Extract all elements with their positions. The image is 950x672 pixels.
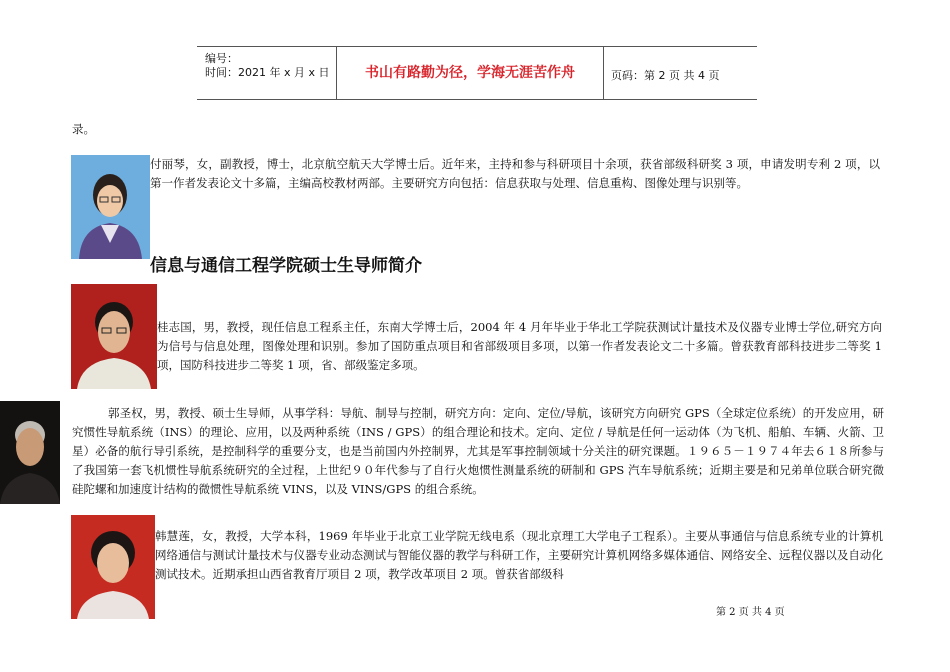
text-fragment: 录。 xyxy=(72,122,95,136)
doc-number-label: 编号： xyxy=(205,52,238,65)
page-footer: 第 2 页 共 4 页 xyxy=(716,607,785,618)
doc-date-label: 时间：2021 年 x 月 x 日 xyxy=(205,66,330,79)
header-meta-cell xyxy=(197,47,337,99)
portrait-guo-photo xyxy=(0,401,60,504)
portrait-gui-photo xyxy=(71,284,157,389)
header-motto: 书山有路勤为径，学海无涯苦作舟 xyxy=(337,47,604,99)
bio-gui-text: 桂志国，男，教授，现任信息工程系主任，东南大学博士后，2004 年 4 月年毕业于华北工学院获测试计量技术及仪器专业博士学位,研究方向为信号与信息处理，图像处理和识别。参加了国防重点项目和省部级项目多项，以第一作者发表论文二十多篇。曾获教育部科技进步二等奖 1 项，国防科技进步二等奖 1 项，省、部级鉴定多项。 xyxy=(157,320,882,372)
section-heading: 信息与通信工程学院硕士生导师简介 xyxy=(150,256,422,276)
header-page-info: 页码：第 2 页 共 4 页 xyxy=(611,69,720,82)
bio-guo-text: 郭圣权，男，教授、硕士生导师，从事学科：导航、制导与控制，研究方向：定向、定位/导航，该研究方向研究 GPS（全球定位系统）的开发应用，研究惯性导航系统（INS）的理论、应用，以及两种系统（INS / GPS）的组合理论和技术。定向、定位 / 导航是任何一运动体（为飞机、船舶、车辆、火箭、卫星）必备的航行导引系统，是控制科学的重要分支，也是当前国内外控制界，尤其是军事控制领域十分关注的研究课题。１９６５－１９７４年去６１８所参与了我国第一套飞机惯性导航系统研究的全过程，上世纪９０年代参与了自行火炮惯性测量系统的研制和 GPS 汽车导航系统；近期主要是和兄弟单位联合研究微硅陀螺和加速度计结构的微惯性导航系统 VINS，以及 VINS/GPS 的组合系统。 xyxy=(72,406,884,496)
portrait-han-photo xyxy=(71,515,155,619)
portrait-fu-photo xyxy=(71,155,150,259)
bio-fu-text: 付丽琴，女，副教授，博士，北京航空航天大学博士后。近年来，主持和参与科研项目十余项，获省部级科研奖 3 项，申请发明专利 2 项，以第一作者发表论文十多篇，主编高校教材两部。主要研究方向包括：信息获取与处理、信息重构、图像处理与识别等。 xyxy=(150,157,880,190)
page-header xyxy=(197,46,757,100)
bio-han-text: 韩慧莲，女，教授，大学本科，1969 年毕业于北京工业学院无线电系（现北京理工大学电子工程系）。主要从事通信与信息系统专业的计算机网络通信与测试计量技术与仪器专业动态测试与智能仪器的教学与科研工作，主要研究计算机网络多媒体通信、网络安全、远程仪器以及自动化测试技术。近期承担山西省教育厅项目 2 项，教学改革项目 2 项。曾获省部级科 xyxy=(155,529,883,581)
